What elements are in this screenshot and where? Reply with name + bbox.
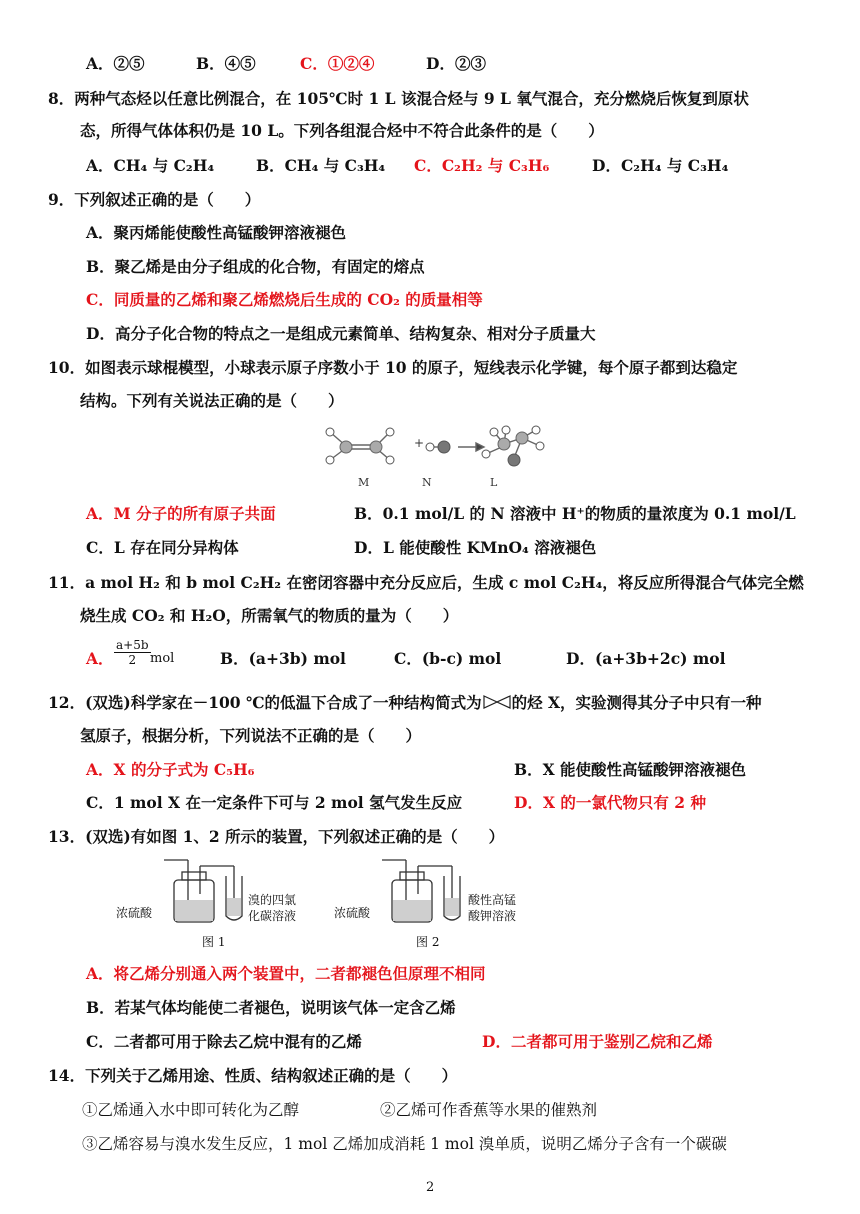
q12-option-d: D．X 的一氯代物只有 2 种 bbox=[514, 793, 706, 812]
svg-text:+: + bbox=[414, 436, 425, 450]
q7-option-c: C．①②④ bbox=[300, 54, 375, 73]
apparatus-figure-2 bbox=[334, 856, 534, 954]
q8-option-a: A．CH₄ 与 C₂H₄ bbox=[86, 156, 215, 175]
apparatus-figure-1 bbox=[116, 856, 306, 954]
q10-option-b: B．0.1 mol/L 的 N 溶液中 H⁺的物质的量浓度为 0.1 mol/L bbox=[354, 504, 796, 523]
fraction-denominator: 2 bbox=[128, 653, 137, 667]
q9-option-d: D．高分子化合物的特点之一是组成元素简单、结构复杂、相对分子质量大 bbox=[86, 324, 596, 343]
q7-option-d: D．②③ bbox=[426, 54, 486, 73]
fig2-left-label: 浓硫酸 bbox=[334, 906, 371, 920]
figure-label-l: L bbox=[490, 476, 498, 489]
q12-option-b: B．X 能使酸性高锰酸钾溶液褪色 bbox=[514, 760, 747, 779]
fig2-right-label-1: 酸性高锰 bbox=[468, 893, 517, 907]
q8-option-d: D．C₂H₄ 与 C₃H₄ bbox=[592, 156, 729, 175]
q11-option-a-unit: mol bbox=[150, 651, 175, 666]
fig2-caption: 图 2 bbox=[416, 935, 440, 949]
q11-stem-line2: 烧生成 CO₂ 和 H₂O，所需氧气的物质的量为（ ） bbox=[80, 606, 459, 625]
q11-option-b: B．(a+3b) mol bbox=[220, 649, 346, 668]
q12-stem-part2: 的烃 X，实验测得其分子中只有一种 bbox=[511, 693, 762, 712]
fig1-right-label-2: 化碳溶液 bbox=[248, 909, 297, 923]
q10-option-d: D．L 能使酸性 KMnO₄ 溶液褪色 bbox=[354, 538, 597, 557]
q9-option-c: C．同质量的乙烯和聚乙烯燃烧后生成的 CO₂ 的质量相等 bbox=[86, 290, 483, 309]
q10-option-c: C．L 存在同分异构体 bbox=[86, 538, 239, 557]
q13-option-a: A．将乙烯分别通入两个装置中，二者都褪色但原理不相同 bbox=[86, 964, 486, 983]
q13-option-d: D．二者都可用于鉴别乙烷和乙烯 bbox=[482, 1032, 713, 1051]
fig1-caption: 图 1 bbox=[202, 935, 226, 949]
q10-stem-line2: 结构。下列有关说法正确的是（ ） bbox=[80, 391, 344, 410]
q12-stem-line2: 氢原子，根据分析，下列说法不正确的是（ ） bbox=[80, 726, 422, 745]
fig1-left-label: 浓硫酸 bbox=[116, 906, 153, 920]
q11-stem-line1: 11．a mol H₂ 和 b mol C₂H₂ 在密闭容器中充分反应后，生成 c mol C₂H₄，将反应所得混合气体完全燃 bbox=[48, 573, 804, 592]
q8-stem-line2: 态，所得气体体积仍是 10 L。下列各组混合烃中不符合此条件的是（ ） bbox=[80, 121, 604, 140]
q12-stem-line1 bbox=[48, 693, 762, 713]
q7-option-b: B．④⑤ bbox=[196, 54, 256, 73]
q13-option-b: B．若某气体均能使二者褪色，说明该气体一定含乙烯 bbox=[86, 998, 456, 1017]
q8-option-b: B．CH₄ 与 C₃H₄ bbox=[256, 156, 386, 175]
q10-option-a: A．M 分子的所有原子共面 bbox=[86, 504, 276, 523]
q14-statement-1: ①乙烯通入水中即可转化为乙醇 bbox=[82, 1101, 300, 1119]
fig2-right-label-2: 酸钾溶液 bbox=[468, 909, 517, 923]
q9-option-a: A．聚丙烯能使酸性高锰酸钾溶液褪色 bbox=[86, 223, 347, 242]
q14-stem: 14．下列关于乙烯用途、性质、结构叙述正确的是（ ） bbox=[48, 1066, 458, 1085]
q13-stem: 13．(双选)有如图 1、2 所示的装置，下列叙述正确的是（ ） bbox=[48, 827, 505, 846]
figure-label-n: N bbox=[422, 476, 432, 489]
fraction-numerator: a+5b bbox=[116, 638, 149, 652]
q8-stem-line1: 8．两种气态烃以任意比例混合，在 105℃时 1 L 该混合烃与 9 L 氧气混合，充分燃烧后恢复到原状 bbox=[48, 89, 749, 108]
q8-option-c: C．C₂H₂ 与 C₃H₆ bbox=[414, 156, 550, 175]
q11-option-d: D．(a+3b+2c) mol bbox=[566, 649, 726, 668]
bowtie-structure-icon bbox=[482, 694, 512, 710]
q12-option-a: A．X 的分子式为 C₅H₆ bbox=[86, 760, 255, 779]
q12-option-c: C．1 mol X 在一定条件下可与 2 mol 氢气发生反应 bbox=[86, 793, 463, 812]
q12-stem-part1: 12．(双选)科学家在－100 ℃的低温下合成了一种结构简式为 bbox=[48, 693, 482, 712]
q13-option-c: C．二者都可用于除去乙烷中混有的乙烯 bbox=[86, 1032, 362, 1051]
q10-stem-line1: 10．如图表示球棍模型，小球表示原子序数小于 10 的原子，短线表示化学键，每个原子都到达稳定 bbox=[48, 358, 738, 377]
figure-label-m: M bbox=[358, 476, 370, 489]
q11-option-a-prefix: A． bbox=[86, 649, 114, 668]
fig1-right-label-1: 溴的四氯 bbox=[248, 893, 297, 907]
q14-statement-2: ②乙烯可作香蕉等水果的催熟剂 bbox=[380, 1101, 598, 1119]
ball-stick-model-figure bbox=[318, 424, 558, 492]
q9-option-b: B．聚乙烯是由分子组成的化合物，有固定的熔点 bbox=[86, 257, 425, 276]
q11-option-c: C．(b-c) mol bbox=[394, 649, 502, 668]
q14-statement-3: ③乙烯容易与溴水发生反应，1 mol 乙烯加成消耗 1 mol 溴单质，说明乙烯分子含有一个碳碳 bbox=[82, 1135, 727, 1153]
q9-stem: 9．下列叙述正确的是（ ） bbox=[48, 190, 261, 209]
q7-option-a: A．②⑤ bbox=[86, 54, 145, 73]
q11-option-a-fraction bbox=[114, 638, 151, 667]
page-number: 2 bbox=[426, 1180, 435, 1195]
